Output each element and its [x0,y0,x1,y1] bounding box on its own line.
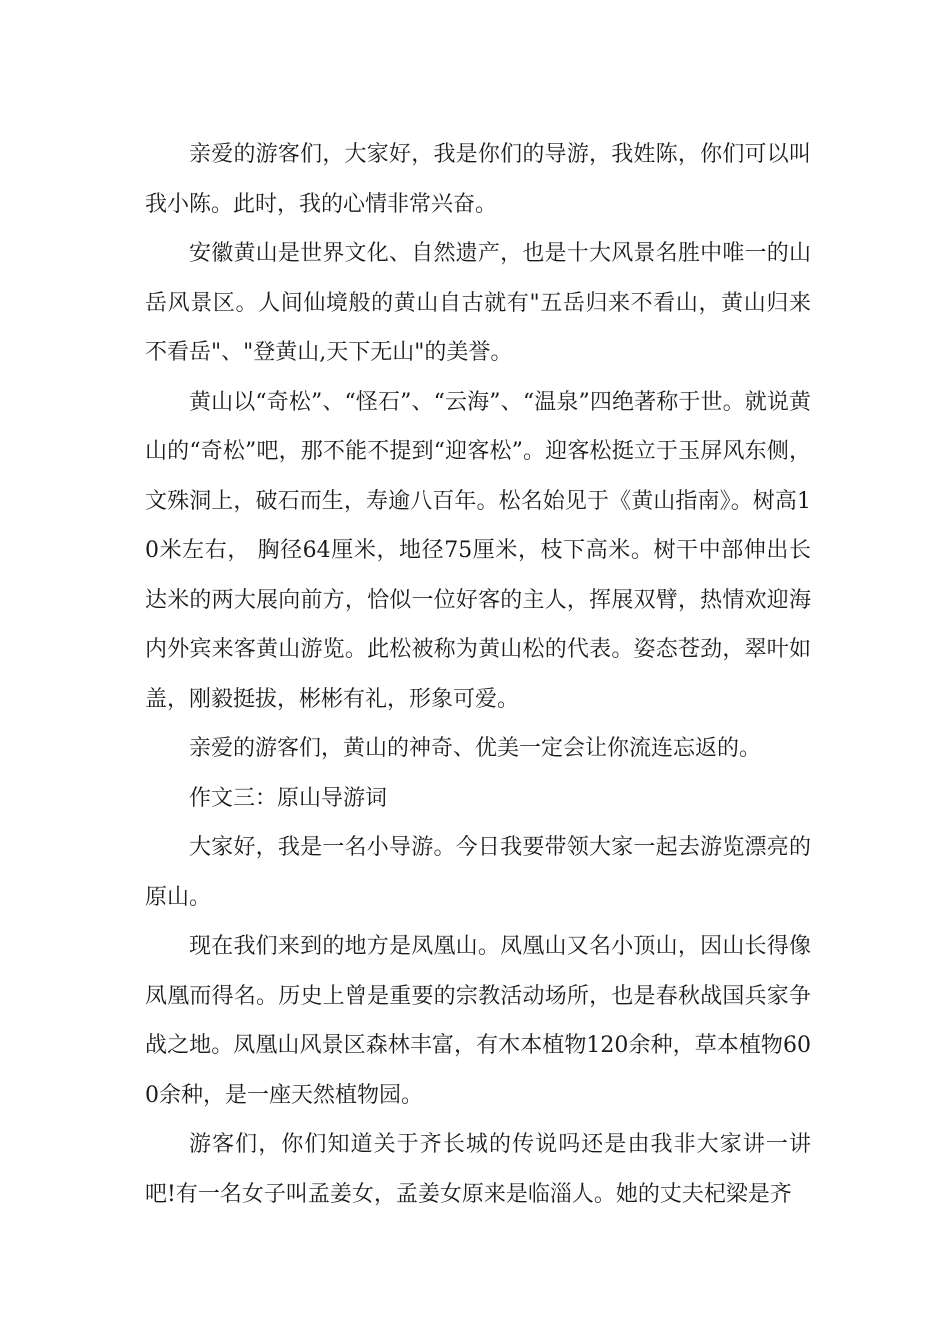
paragraph-greeting: 亲爱的游客们，大家好，我是你们的导游，我姓陈，你们可以叫我小陈。此时，我的心情非常兴奋。 [145,142,811,217]
paragraph-huangshan-closing: 亲爱的游客们，黄山的神奇、优美一定会让你流连忘返的。 [189,736,762,761]
paragraph-huangshan-intro: 安徽黄山是世界文化、自然遗产，也是十大风景名胜中唯一的山岳风景区。人间仙境般的黄山自古就有"五岳归来不看山，黄山归来不看岳"、"登黄山,天下无山"的美誉。 [145,241,811,365]
paragraph-yuanshan-intro: 大家好，我是一名小导游。今日我要带领大家一起去游览漂亮的原山。 [145,835,811,910]
paragraph-fenghuang-mountain: 现在我们来到的地方是凤凰山。凤凰山又名小顶山，因山长得像凤凰而得名。历史上曾是重要的宗教活动场所，也是春秋战国兵家争战之地。凤凰山风景区森林丰富，有木本植物120余种，草本植物600余种，是一座天然植物园。 [145,934,811,1108]
section-heading: 作文三：原山导游词 [189,785,388,811]
paragraph-great-wall-legend: 游客们，你们知道关于齐长城的传说吗还是由我非大家讲一讲吧!有一名女子叫孟姜女，孟姜女原来是临淄人。她的丈夫杞梁是齐 [145,1132,811,1207]
paragraph-huangshan-pine: 黄山以“奇松”、“怪石”、“云海”、“温泉”四绝著称于世。就说黄山的“奇松”吧，那不能不提到“迎客松”。迎客松挺立于玉屏风东侧，文殊洞上，破石而生，寿逾八百年。松名始见于《黄山指南》。树高10米左右， 胸径64厘米，地径75厘米，枝下高米。树干中部伸出长达米的两大展向前方，恰似一位好客的主人，挥展双臂，热情欢迎海内外宾来客黄山游览。此松被称为黄山松的代表。姿态苍劲，翠叶如盖，刚毅挺拔，彬彬有礼，形象可爱。 [145,389,811,712]
document-body [145,130,811,1219]
